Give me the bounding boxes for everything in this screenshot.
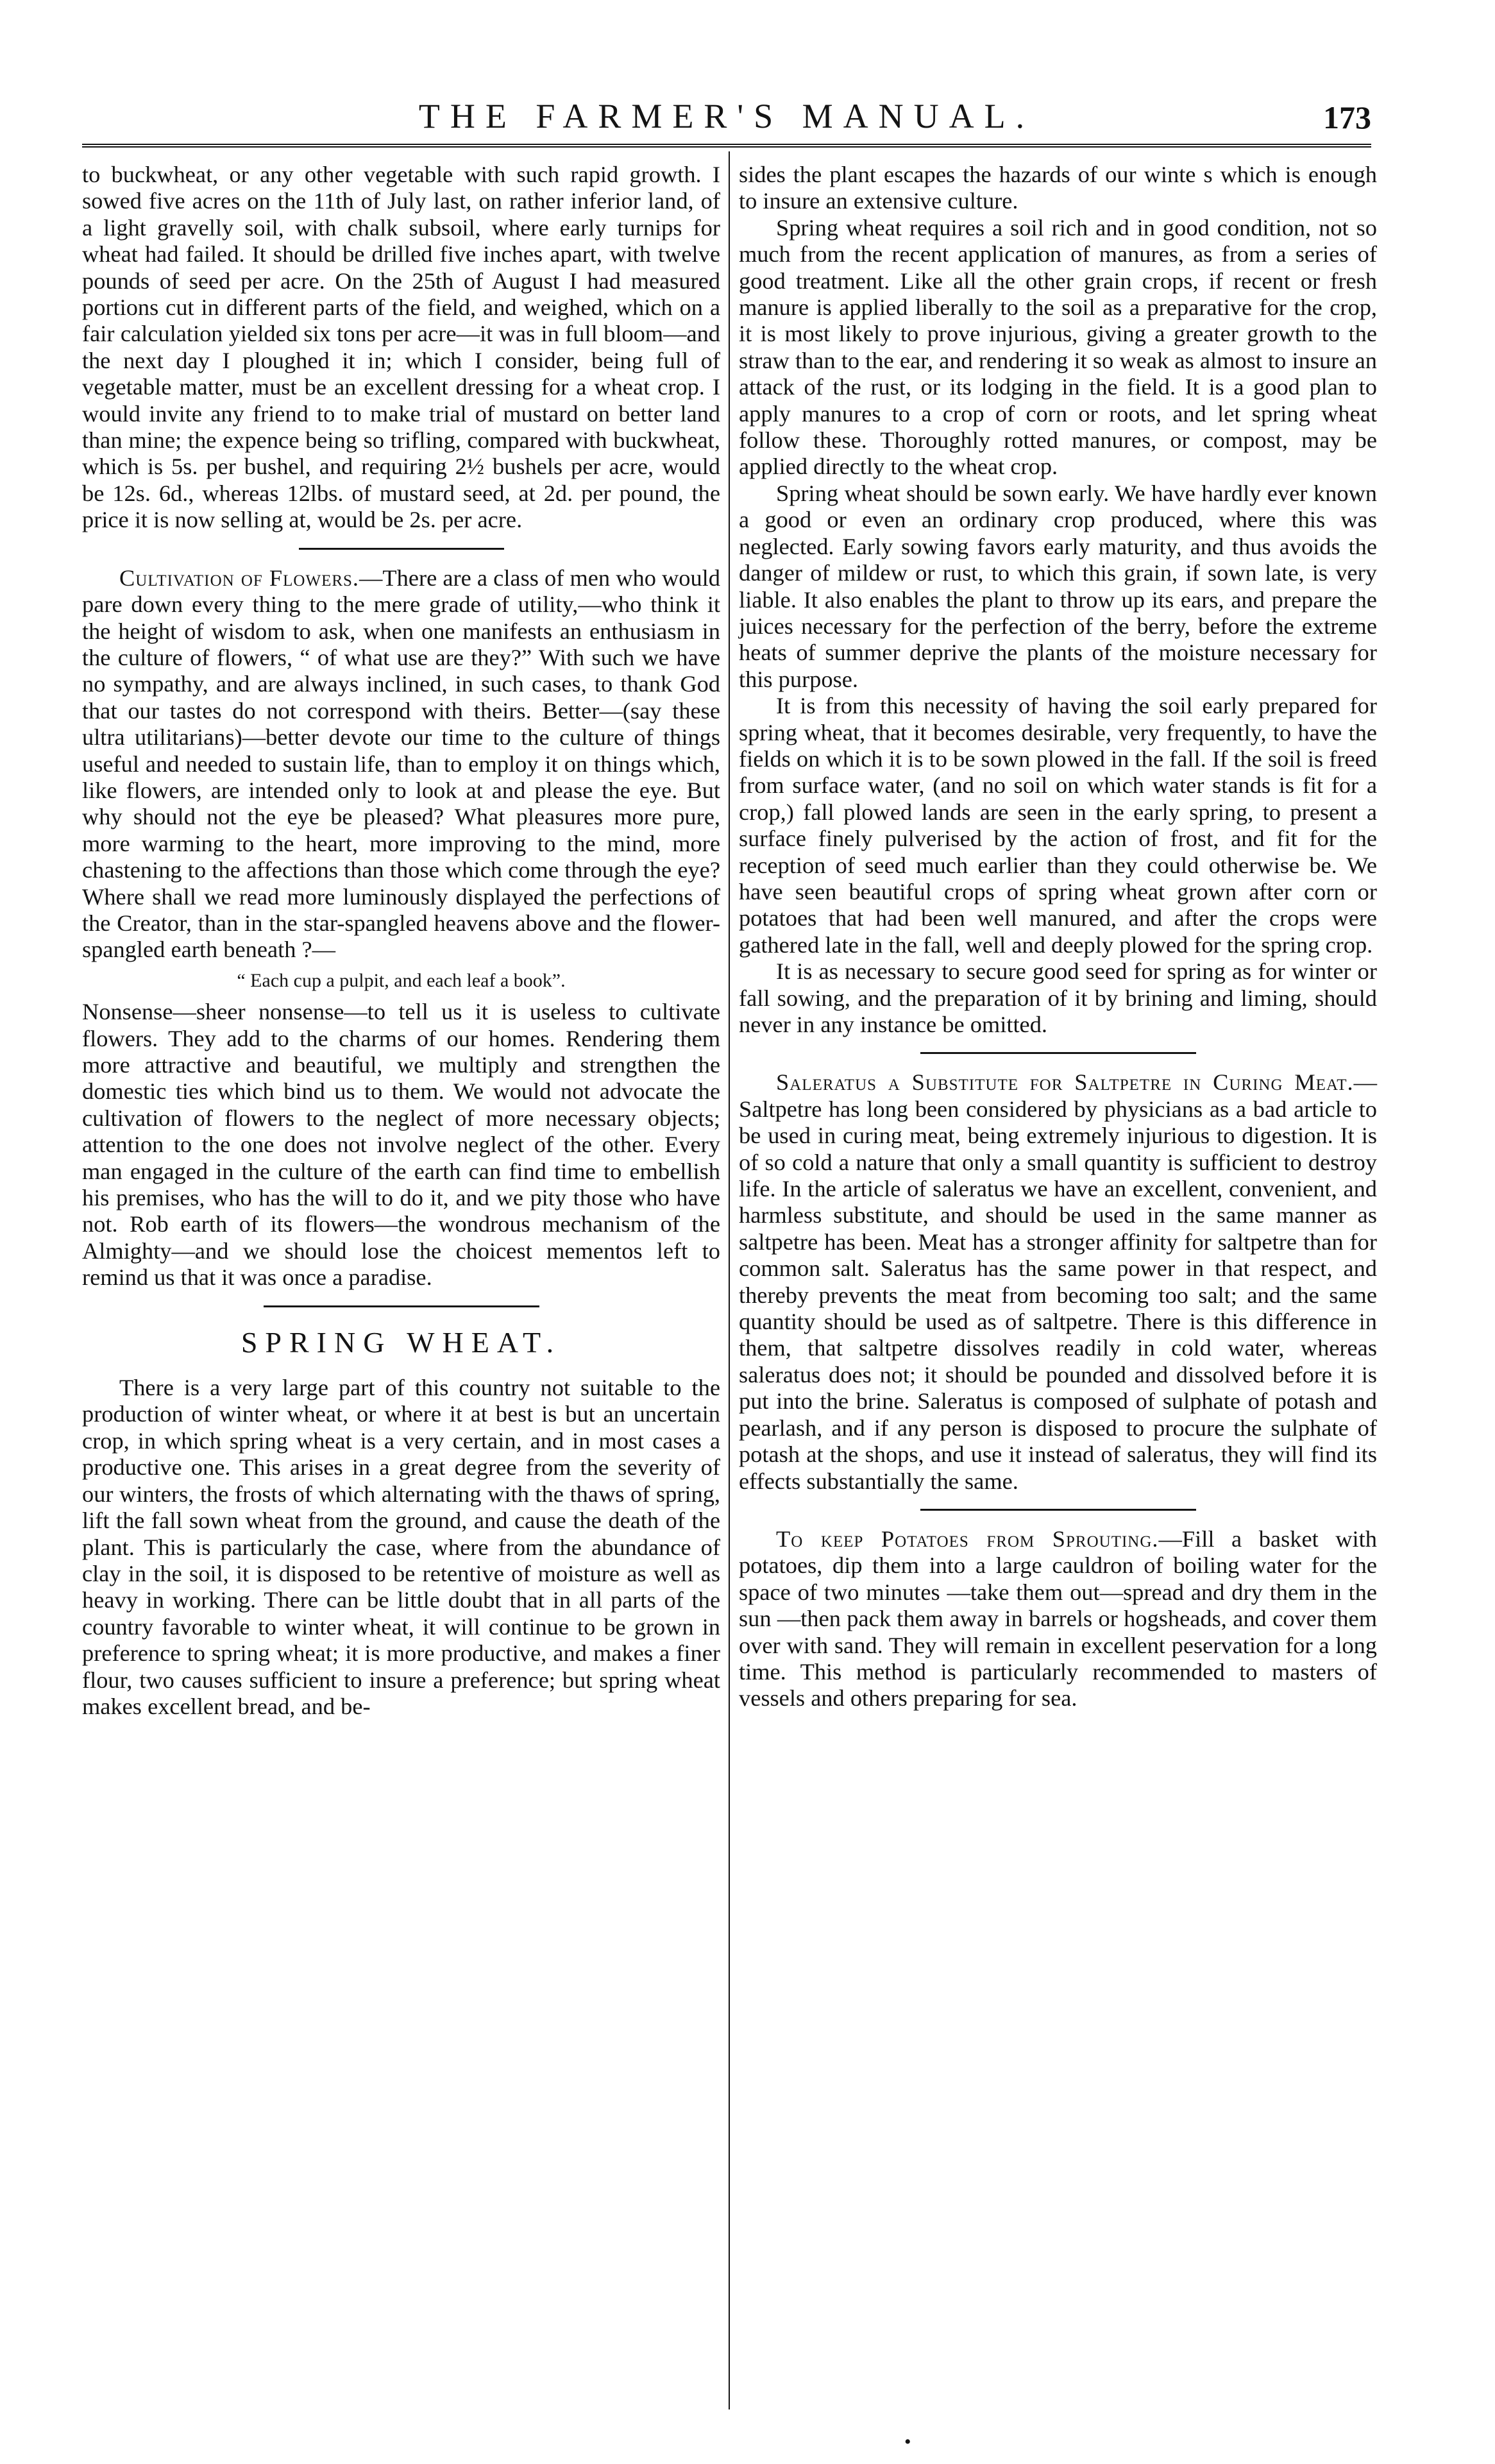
header-rule — [82, 144, 1371, 149]
page-number: 173 — [1323, 99, 1371, 135]
saleratus-article-text: —Saltpetre has long been considered by physicians as a bad article to be used in curing meat, being extremely injurious to digestion. It is of so cold a nature that only a small quantity is sufficient to destroy life. In the article of saleratus we have an excellent, convenient, and harmless substitute, and should be used in the same manner as saltpetre has been. Meat has a stronger affinity for saltpetre than for common salt. Saleratus has the same power in that respect, and thereby prevents the meat from becoming too salt; and the same quantity should be used as of saltpetre. There is this difference in them, that saltpetre dissolves readily in cold water, whereas saleratus does not; it should be pounded and dissolved before it is put into the brine. Saleratus is composed of sulphate of potash and pearlash, and if any person is disposed to procure the sulphate of potash at the shops, and use it instead of saleratus, they will find its effects substantially the same. — [739, 1069, 1377, 1494]
spring-wheat-paragraph-3: Spring wheat should be sown early. We have hardly ever known a good or even an ordinary crop produced, where this was neglected. Early sowing favors early maturity, and thus avoids the danger of mildew or rust, to which this grain, if sown late, is very liable. It also enables the plant to throw up its ears, and prepare the juices necessary for the perfection of the berry, before the extreme heats of summer deprive the plants of the moisture necessary for this purpose. — [739, 480, 1377, 692]
spring-wheat-continuation: sides the plant escapes the hazards of our winte s which is enough to insure an extensive culture. — [739, 162, 1377, 214]
spring-wheat-paragraph-5: It is as necessary to secure good seed for spring as for winter or fall sowing, and the preparation of it by brining and liming, should never in any instance be omitted. — [739, 958, 1377, 1037]
column-divider — [729, 151, 730, 2409]
saleratus-article-paragraph — [739, 1069, 1377, 1495]
signature-mark: • — [904, 2431, 911, 2452]
saleratus-article-title: Saleratus a Substitute for Saltpetre in Curing Meat. — [776, 1069, 1354, 1096]
flowers-article-paragraph — [82, 565, 720, 964]
spring-wheat-heading: SPRING WHEAT. — [241, 1325, 562, 1359]
potatoes-article-paragraph — [739, 1526, 1377, 1712]
flowers-article-title: Cultivation of Flowers. — [119, 565, 360, 591]
section-rule — [920, 1509, 1196, 1511]
flowers-article-paragraph-2: Nonsense—sheer nonsense—to tell us it is useless to cultivate flowers. They add to the charms of our homes. Rendering them more attractive and beautiful, we multiply and strengthen the domestic ties which bind us to them. We would not advocate the cultivation of flowers to the neglect of more necessary objects; attention to the one does not involve neglect of the other. Every man engaged in the culture of the earth can find time to embellish his premises, who has the will to do it, and we pity those who have not. Rob earth of its flowers—the wondrous mechanism of the Almighty—and we should lose the choicest mementos left to remind us that it was once a paradise. — [82, 999, 720, 1291]
potatoes-article-text: —Fill a basket with potatoes, dip them into a large cauldron of boiling water for the space of two minutes —take them out—spread and dry them in the sun —then pack them away in barrels or hogsheads, and cover them over with sand. They will remain in excellent peservation for a long time. This method is particularly recommended to masters of vessels and others preparing for sea. — [739, 1525, 1377, 1712]
spring-wheat-paragraph-1: There is a very large part of this country not suitable to the production of winter wheat, or where it at best is but an uncertain crop, in which spring wheat is a very certain, and in most cases a productive one. This arises in a great degree from the severity of our winters, the frosts of which alternating with the thaws of spring, lift the fall sown wheat from the ground, and cause the death of the plant. This is particularly the case, where from the abundance of clay in the soil, it is disposed to be retentive of moisture as well as heavy in working. There can be little doubt that in all parts of the country favorable to winter wheat, it will continue to be grown in preference to spring wheat; it is more productive, and makes a finer flour, two causes sufficient to insure a preference; but spring wheat makes excellent bread, and be- — [82, 1375, 720, 1719]
running-title: THE FARMER'S MANUAL. — [418, 97, 1035, 135]
potatoes-article-title: To keep Potatoes from Sprouting. — [776, 1525, 1159, 1552]
section-rule — [264, 1305, 539, 1307]
spring-wheat-paragraph-4: It is from this necessity of having the soil early prepared for spring wheat, that it becomes desirable, very frequently, to have the fields on which it is to be sown plowed in the fall. If the soil is freed from surface water, (and no soil on which water stands is fit for a crop,) fall plowed lands are seen in the early spring, to present a surface finely pulverised by the action of frost, and fit for the reception of seed much earlier than they could otherwise be. We have seen beautiful crops of spring wheat grown after corn or potatoes that had been well manured, and after the crops were gathered late in the fall, well and deeply plowed for the spring crop. — [739, 693, 1377, 958]
spring-wheat-paragraph-2: Spring wheat requires a soil rich and in good condition, not so much from the recent application of manures, as from a series of good treatment. Like all the other grain crops, if recent or fresh manure is applied liberally to the soil as a preparative for the crop, it is most likely to prove injurious, giving a greater growth to the straw than to the ear, and rendering it so weak as almost to insure an attack of the rust, or its lodging in the field. It is a good plan to apply manures to a crop of corn or roots, and let spring wheat follow these. Thoroughly rotted manures, or compost, may be applied directly to the wheat crop. — [739, 214, 1377, 480]
section-rule — [299, 548, 504, 550]
mustard-article-continuation: to buckwheat, or any other vegetable with such rapid growth. I sowed five acres on the 11th of July last, on rather inferior land, of a light gravelly soil, with chalk subsoil, where early turnips for wheat had failed. It should be drilled five inches apart, with twelve pounds of seed per acre. On the 25th of August I had measured portions cut in different parts of the field, and weighed, which on a fair calculation yielded six tons per acre—it was in full bloom—and the next day I ploughed it in; which I consider, being full of vegetable matter, must be an excellent dressing for a wheat crop. I would invite any friend to to make trial of mustard on better land than mine; the expence being so trifling, compared with buckwheat, which is 5s. per bushel, and requiring 2½ bushels per acre, would be 12s. 6d., whereas 12lbs. of mustard seed, at 2d. per pound, the price it is now selling at, would be 2s. per acre. — [82, 162, 720, 533]
section-rule — [920, 1052, 1196, 1054]
flowers-article-text: —There are a class of men who would pare down every thing to the mere grade of utility,—who think it the height of wisdom to ask, when one manifests an enthusiasm in the culture of flowers, “ of what use are they?” With such we have no sympathy, and are always inclined, in such cases, to thank God that our tastes do not correspond with theirs. Better—(say these ultra utilitarians)—better devote our time to the culture of things useful and needed to sustain life, than to employ it on things which, like flowers, are intended only to look at and please the eye. But why should not the eye be pleased? What pleasures more pure, more warming to the heart, more improving to the mind, more chastening to the affections than those which come through the eye? Where shall we read more luminously displayed the perfections of the Creator, than in the star-spangled heavens above and the flower-spangled earth beneath ?— — [82, 565, 720, 963]
running-head — [82, 96, 1371, 148]
right-column — [739, 162, 1377, 1712]
flowers-quote: “ Each cup a pulpit, and each leaf a book”. — [237, 969, 566, 991]
left-column — [82, 162, 720, 1720]
